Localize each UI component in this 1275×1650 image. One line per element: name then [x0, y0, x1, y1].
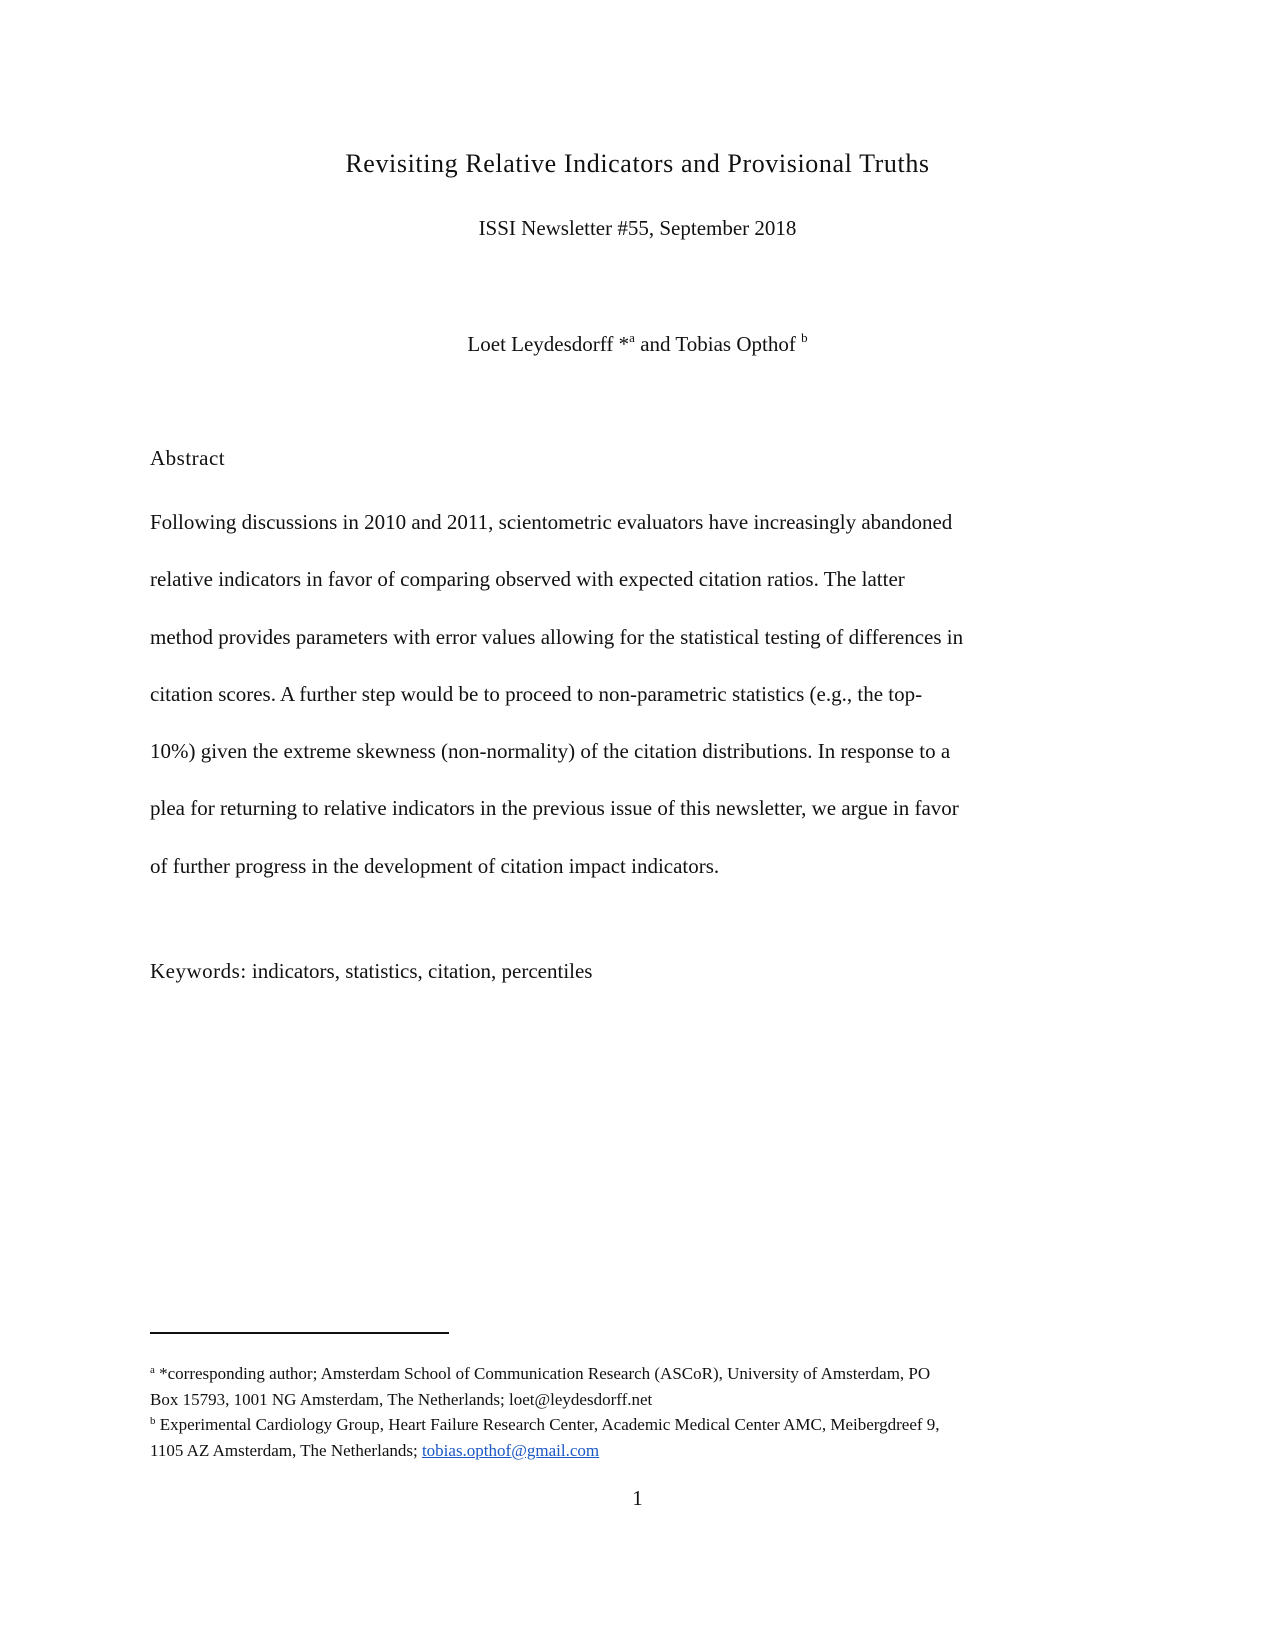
author-name-opthof: Tobias Opthof — [675, 332, 802, 356]
footnote-b-line-2 — [150, 1438, 1130, 1464]
footnote-a-text-1: *corresponding author; Amsterdam School of Communication Research (ASCoR), University of Amsterdam, PO — [154, 1364, 931, 1383]
paper-title: Revisiting Relative Indicators and Provisional Truths — [345, 149, 930, 178]
keywords-line — [150, 957, 592, 985]
footnote-divider — [150, 1332, 449, 1334]
footnote-b-text-2: 1105 AZ Amsterdam, The Netherlands; — [150, 1440, 422, 1460]
abstract-body — [150, 494, 1130, 895]
abstract-line: plea for returning to relative indicators in the previous issue of this newsletter, we argue in favor — [150, 796, 959, 821]
abstract-line: method provides parameters with error values allowing for the statistical testing of differences in — [150, 624, 964, 649]
footnote-b-line-1 — [150, 1412, 1130, 1438]
abstract-line: relative indicators in favor of comparing observed with expected citation ratios. The latter — [150, 567, 905, 592]
affiliation-marker-b: b — [801, 330, 808, 345]
abstract-line: citation scores. A further step would be to proceed to non-parametric statistics (e.g., the top- — [150, 681, 923, 706]
footnote-b-text-1: Experimental Cardiology Group, Heart Failure Research Center, Academic Medical Center AMC, Meibergdreef 9, — [155, 1415, 940, 1434]
abstract-line: 10%) given the extreme skewness (non-normality) of the citation distributions. In response to a — [150, 739, 951, 764]
page-number: 1 — [632, 1486, 643, 1510]
abstract-line: of further progress in the development of citation impact indicators. — [150, 853, 720, 878]
footnote-a-line-2: Box 15793, 1001 NG Amsterdam, The Netherlands; loet@leydesdorff.net — [150, 1389, 653, 1409]
paper-subtitle: ISSI Newsletter #55, September 2018 — [478, 216, 797, 240]
keywords-label: Keywords: — [150, 959, 247, 983]
author-connector: and — [634, 332, 676, 356]
footnotes — [150, 1361, 1130, 1463]
author-line — [0, 330, 1275, 358]
footnote-a-line-1 — [150, 1361, 1130, 1387]
footnote-a-marker: a — [150, 1364, 155, 1376]
keywords-text: indicators, statistics, citation, percentiles — [246, 959, 593, 983]
abstract-heading: Abstract — [150, 446, 226, 470]
affiliation-marker-a: a — [629, 330, 635, 345]
author-name-leydesdorff: Loet Leydesdorff * — [467, 332, 630, 356]
abstract-line: Following discussions in 2010 and 2011, scientometric evaluators have increasingly abandoned — [150, 510, 953, 534]
opthof-email-link[interactable]: tobias.opthof@gmail.com — [421, 1440, 600, 1460]
footnote-b-marker: b — [150, 1415, 156, 1427]
